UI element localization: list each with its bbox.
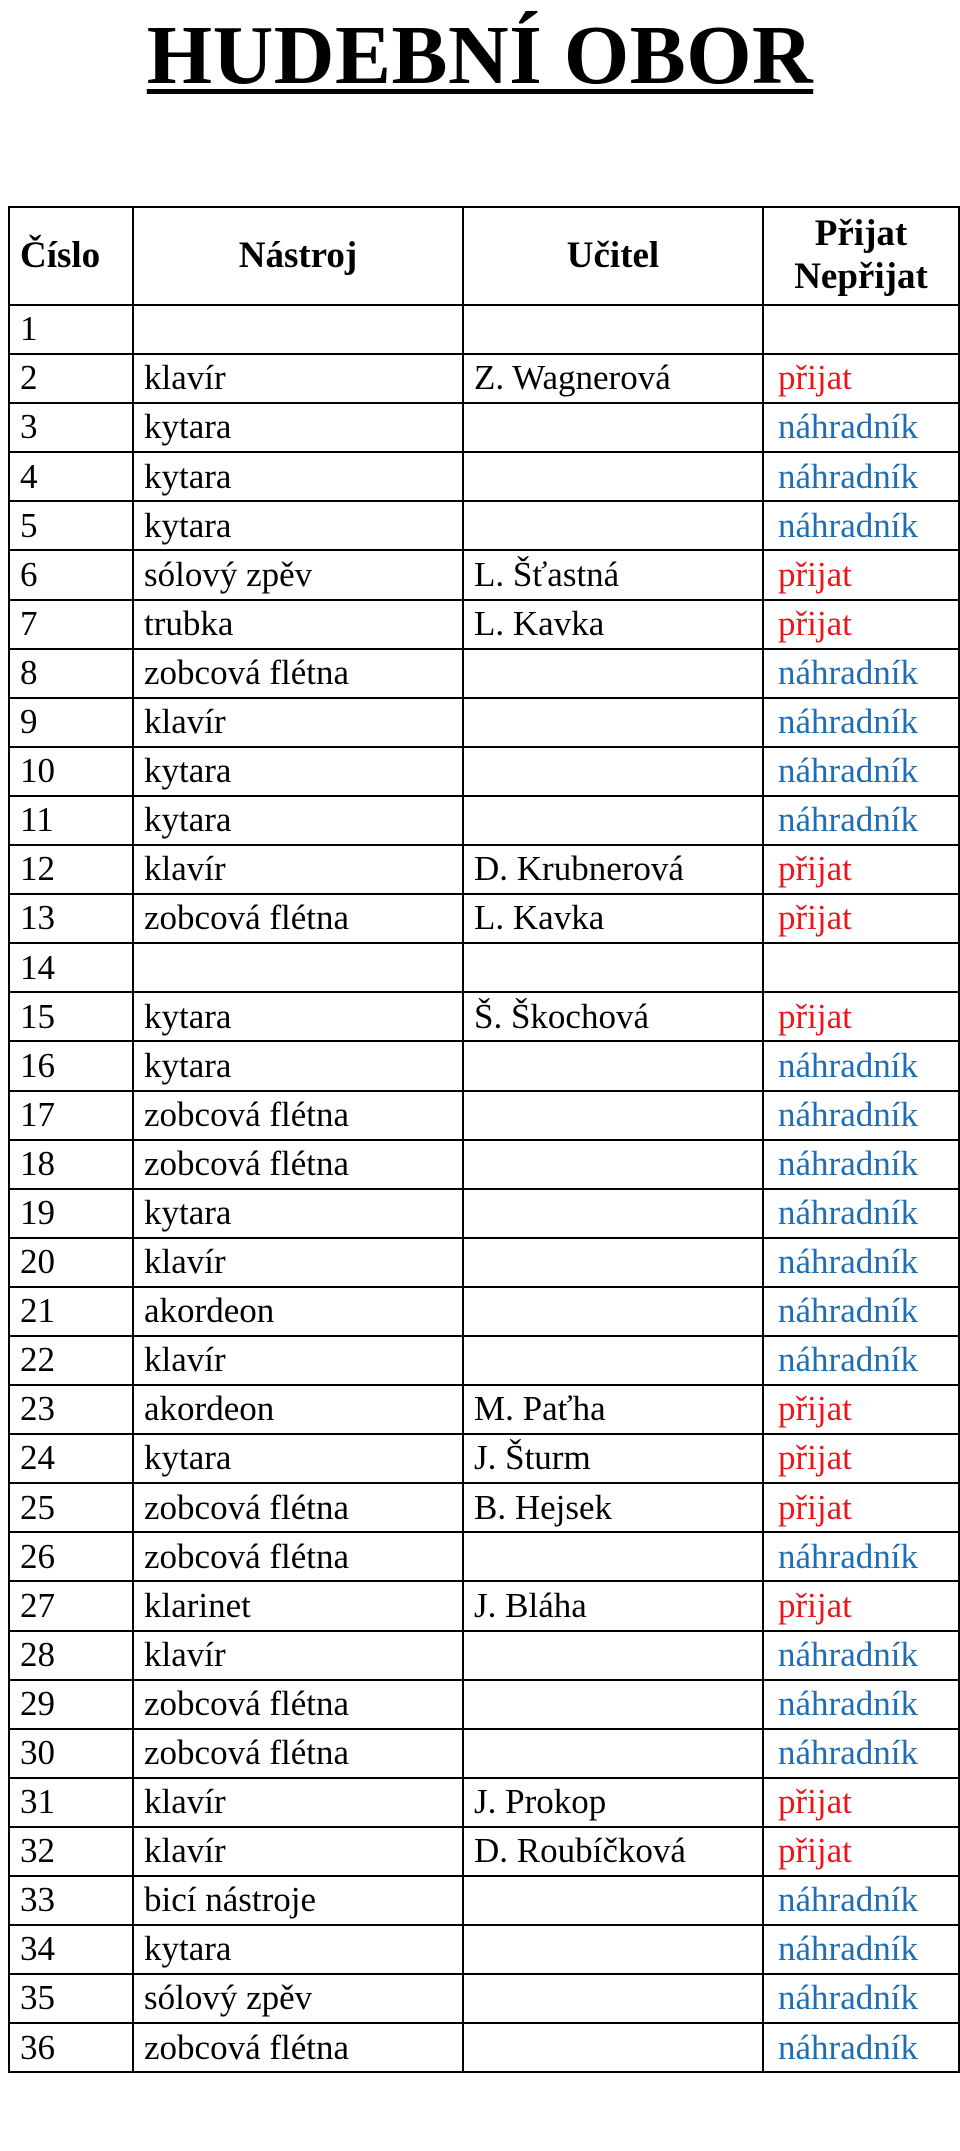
cell-instrument: klavír bbox=[133, 1336, 463, 1385]
table-row bbox=[9, 1238, 959, 1287]
cell-number: 8 bbox=[9, 649, 133, 698]
cell-instrument: kytara bbox=[133, 1189, 463, 1238]
cell-status: náhradník bbox=[763, 1238, 959, 1287]
table-row bbox=[9, 1091, 959, 1140]
cell-teacher bbox=[463, 1041, 763, 1090]
cell-instrument: sólový zpěv bbox=[133, 550, 463, 599]
cell-teacher bbox=[463, 305, 763, 354]
cell-teacher bbox=[463, 1287, 763, 1336]
table-row bbox=[9, 1483, 959, 1532]
cell-status: náhradník bbox=[763, 1631, 959, 1680]
table-row bbox=[9, 1581, 959, 1630]
cell-number: 24 bbox=[9, 1434, 133, 1483]
table-row bbox=[9, 747, 959, 796]
cell-teacher bbox=[463, 501, 763, 550]
cell-teacher: Š. Škochová bbox=[463, 992, 763, 1041]
cell-status bbox=[763, 943, 959, 992]
cell-teacher bbox=[463, 649, 763, 698]
cell-teacher bbox=[463, 796, 763, 845]
table-row bbox=[9, 1140, 959, 1189]
table-header-row bbox=[9, 207, 959, 305]
table-row bbox=[9, 1974, 959, 2023]
cell-status: náhradník bbox=[763, 1091, 959, 1140]
cell-teacher bbox=[463, 1729, 763, 1778]
cell-status: náhradník bbox=[763, 747, 959, 796]
cell-teacher: Z. Wagnerová bbox=[463, 354, 763, 403]
cell-status: náhradník bbox=[763, 1287, 959, 1336]
table-row bbox=[9, 1778, 959, 1827]
cell-instrument: klavír bbox=[133, 1778, 463, 1827]
cell-instrument: zobcová flétna bbox=[133, 1483, 463, 1532]
cell-teacher bbox=[463, 1876, 763, 1925]
cell-instrument: zobcová flétna bbox=[133, 1091, 463, 1140]
cell-number: 34 bbox=[9, 1925, 133, 1974]
cell-number: 35 bbox=[9, 1974, 133, 2023]
table-row bbox=[9, 2023, 959, 2072]
table-row bbox=[9, 1631, 959, 1680]
cell-status: náhradník bbox=[763, 452, 959, 501]
table-row bbox=[9, 698, 959, 747]
table-row bbox=[9, 550, 959, 599]
cell-status: přijat bbox=[763, 1483, 959, 1532]
cell-teacher bbox=[463, 1680, 763, 1729]
cell-number: 17 bbox=[9, 1091, 133, 1140]
cell-instrument: klavír bbox=[133, 698, 463, 747]
cell-status: náhradník bbox=[763, 1140, 959, 1189]
table-row bbox=[9, 1385, 959, 1434]
cell-instrument: zobcová flétna bbox=[133, 1729, 463, 1778]
cell-number: 1 bbox=[9, 305, 133, 354]
cell-teacher: J. Šturm bbox=[463, 1434, 763, 1483]
cell-number: 22 bbox=[9, 1336, 133, 1385]
cell-number: 3 bbox=[9, 403, 133, 452]
cell-teacher bbox=[463, 1532, 763, 1581]
cell-instrument: kytara bbox=[133, 1434, 463, 1483]
cell-number: 4 bbox=[9, 452, 133, 501]
table-row bbox=[9, 1532, 959, 1581]
cell-instrument: kytara bbox=[133, 1041, 463, 1090]
cell-instrument: zobcová flétna bbox=[133, 1532, 463, 1581]
admissions-table bbox=[8, 206, 960, 2073]
cell-number: 15 bbox=[9, 992, 133, 1041]
table-row bbox=[9, 1925, 959, 1974]
cell-instrument: kytara bbox=[133, 1925, 463, 1974]
table-row bbox=[9, 943, 959, 992]
cell-instrument: zobcová flétna bbox=[133, 894, 463, 943]
cell-number: 26 bbox=[9, 1532, 133, 1581]
cell-number: 19 bbox=[9, 1189, 133, 1238]
cell-number: 21 bbox=[9, 1287, 133, 1336]
cell-status: náhradník bbox=[763, 1041, 959, 1090]
cell-instrument: kytara bbox=[133, 992, 463, 1041]
cell-status: náhradník bbox=[763, 649, 959, 698]
table-row bbox=[9, 1434, 959, 1483]
table-row bbox=[9, 1729, 959, 1778]
column-header-teacher: Učitel bbox=[463, 207, 763, 305]
cell-status: přijat bbox=[763, 1778, 959, 1827]
cell-number: 23 bbox=[9, 1385, 133, 1434]
cell-number: 12 bbox=[9, 845, 133, 894]
cell-status: přijat bbox=[763, 845, 959, 894]
cell-instrument: klarinet bbox=[133, 1581, 463, 1630]
table-row bbox=[9, 796, 959, 845]
cell-instrument: klavír bbox=[133, 1631, 463, 1680]
cell-teacher bbox=[463, 698, 763, 747]
table-row bbox=[9, 1189, 959, 1238]
cell-number: 18 bbox=[9, 1140, 133, 1189]
cell-number: 32 bbox=[9, 1827, 133, 1876]
cell-instrument: kytara bbox=[133, 501, 463, 550]
cell-instrument: kytara bbox=[133, 452, 463, 501]
cell-teacher bbox=[463, 1925, 763, 1974]
table-body bbox=[9, 305, 959, 2072]
cell-teacher: L. Kavka bbox=[463, 894, 763, 943]
cell-status: náhradník bbox=[763, 698, 959, 747]
cell-teacher bbox=[463, 1189, 763, 1238]
cell-teacher: J. Bláha bbox=[463, 1581, 763, 1630]
table-row bbox=[9, 403, 959, 452]
cell-instrument: klavír bbox=[133, 1238, 463, 1287]
table-row bbox=[9, 1287, 959, 1336]
cell-status: náhradník bbox=[763, 1336, 959, 1385]
cell-number: 2 bbox=[9, 354, 133, 403]
column-header-status bbox=[763, 207, 959, 305]
cell-number: 14 bbox=[9, 943, 133, 992]
cell-status: náhradník bbox=[763, 403, 959, 452]
cell-teacher bbox=[463, 1631, 763, 1680]
cell-teacher: M. Paťha bbox=[463, 1385, 763, 1434]
cell-status: náhradník bbox=[763, 1680, 959, 1729]
cell-status bbox=[763, 305, 959, 354]
cell-instrument: sólový zpěv bbox=[133, 1974, 463, 2023]
cell-status: přijat bbox=[763, 1581, 959, 1630]
cell-instrument: akordeon bbox=[133, 1287, 463, 1336]
cell-teacher bbox=[463, 1238, 763, 1287]
cell-number: 30 bbox=[9, 1729, 133, 1778]
cell-instrument: klavír bbox=[133, 1827, 463, 1876]
cell-instrument: kytara bbox=[133, 796, 463, 845]
table-row bbox=[9, 354, 959, 403]
column-header-number: Číslo bbox=[9, 207, 133, 305]
cell-status: přijat bbox=[763, 1827, 959, 1876]
cell-number: 31 bbox=[9, 1778, 133, 1827]
cell-number: 25 bbox=[9, 1483, 133, 1532]
cell-teacher: L. Šťastná bbox=[463, 550, 763, 599]
cell-teacher bbox=[463, 452, 763, 501]
cell-number: 6 bbox=[9, 550, 133, 599]
cell-teacher bbox=[463, 1140, 763, 1189]
cell-number: 29 bbox=[9, 1680, 133, 1729]
cell-teacher: J. Prokop bbox=[463, 1778, 763, 1827]
table-row bbox=[9, 992, 959, 1041]
cell-status: přijat bbox=[763, 600, 959, 649]
cell-status: náhradník bbox=[763, 1974, 959, 2023]
cell-status: přijat bbox=[763, 354, 959, 403]
cell-number: 5 bbox=[9, 501, 133, 550]
table-row bbox=[9, 1680, 959, 1729]
cell-instrument: klavír bbox=[133, 354, 463, 403]
column-header-status-line1: Přijat bbox=[814, 213, 908, 255]
table-row bbox=[9, 1827, 959, 1876]
cell-teacher: L. Kavka bbox=[463, 600, 763, 649]
cell-teacher: D. Roubíčková bbox=[463, 1827, 763, 1876]
table-row bbox=[9, 305, 959, 354]
column-header-instrument: Nástroj bbox=[133, 207, 463, 305]
cell-status: náhradník bbox=[763, 1189, 959, 1238]
cell-number: 11 bbox=[9, 796, 133, 845]
cell-instrument: kytara bbox=[133, 747, 463, 796]
cell-number: 16 bbox=[9, 1041, 133, 1090]
table-row bbox=[9, 894, 959, 943]
cell-number: 9 bbox=[9, 698, 133, 747]
cell-number: 20 bbox=[9, 1238, 133, 1287]
cell-instrument: zobcová flétna bbox=[133, 2023, 463, 2072]
table-row bbox=[9, 649, 959, 698]
cell-instrument: zobcová flétna bbox=[133, 649, 463, 698]
cell-teacher: B. Hejsek bbox=[463, 1483, 763, 1532]
cell-instrument bbox=[133, 943, 463, 992]
cell-teacher bbox=[463, 1974, 763, 2023]
table-row bbox=[9, 1876, 959, 1925]
table-row bbox=[9, 1336, 959, 1385]
cell-teacher bbox=[463, 2023, 763, 2072]
cell-instrument: zobcová flétna bbox=[133, 1680, 463, 1729]
cell-instrument: trubka bbox=[133, 600, 463, 649]
cell-number: 28 bbox=[9, 1631, 133, 1680]
cell-teacher bbox=[463, 747, 763, 796]
cell-instrument: zobcová flétna bbox=[133, 1140, 463, 1189]
cell-status: náhradník bbox=[763, 796, 959, 845]
cell-status: náhradník bbox=[763, 1876, 959, 1925]
cell-status: náhradník bbox=[763, 2023, 959, 2072]
table-row bbox=[9, 600, 959, 649]
cell-status: přijat bbox=[763, 992, 959, 1041]
cell-status: přijat bbox=[763, 894, 959, 943]
cell-teacher bbox=[463, 943, 763, 992]
cell-status: náhradník bbox=[763, 1925, 959, 1974]
column-header-status-line2: Nepřijat bbox=[794, 256, 928, 297]
cell-instrument: klavír bbox=[133, 845, 463, 894]
cell-status: náhradník bbox=[763, 1729, 959, 1778]
cell-status: náhradník bbox=[763, 1532, 959, 1581]
cell-number: 7 bbox=[9, 600, 133, 649]
cell-number: 27 bbox=[9, 1581, 133, 1630]
table-row bbox=[9, 845, 959, 894]
cell-instrument: akordeon bbox=[133, 1385, 463, 1434]
cell-number: 36 bbox=[9, 2023, 133, 2072]
table-row bbox=[9, 501, 959, 550]
table-row bbox=[9, 1041, 959, 1090]
cell-teacher bbox=[463, 1091, 763, 1140]
cell-number: 10 bbox=[9, 747, 133, 796]
cell-instrument: bicí nástroje bbox=[133, 1876, 463, 1925]
table-row bbox=[9, 452, 959, 501]
cell-status: přijat bbox=[763, 1434, 959, 1483]
page-title: HUDEBNÍ OBOR bbox=[146, 9, 814, 102]
cell-teacher bbox=[463, 403, 763, 452]
cell-number: 13 bbox=[9, 894, 133, 943]
cell-number: 33 bbox=[9, 1876, 133, 1925]
cell-teacher: D. Krubnerová bbox=[463, 845, 763, 894]
cell-status: přijat bbox=[763, 550, 959, 599]
cell-status: náhradník bbox=[763, 501, 959, 550]
cell-instrument bbox=[133, 305, 463, 354]
cell-status: přijat bbox=[763, 1385, 959, 1434]
cell-teacher bbox=[463, 1336, 763, 1385]
cell-instrument: kytara bbox=[133, 403, 463, 452]
